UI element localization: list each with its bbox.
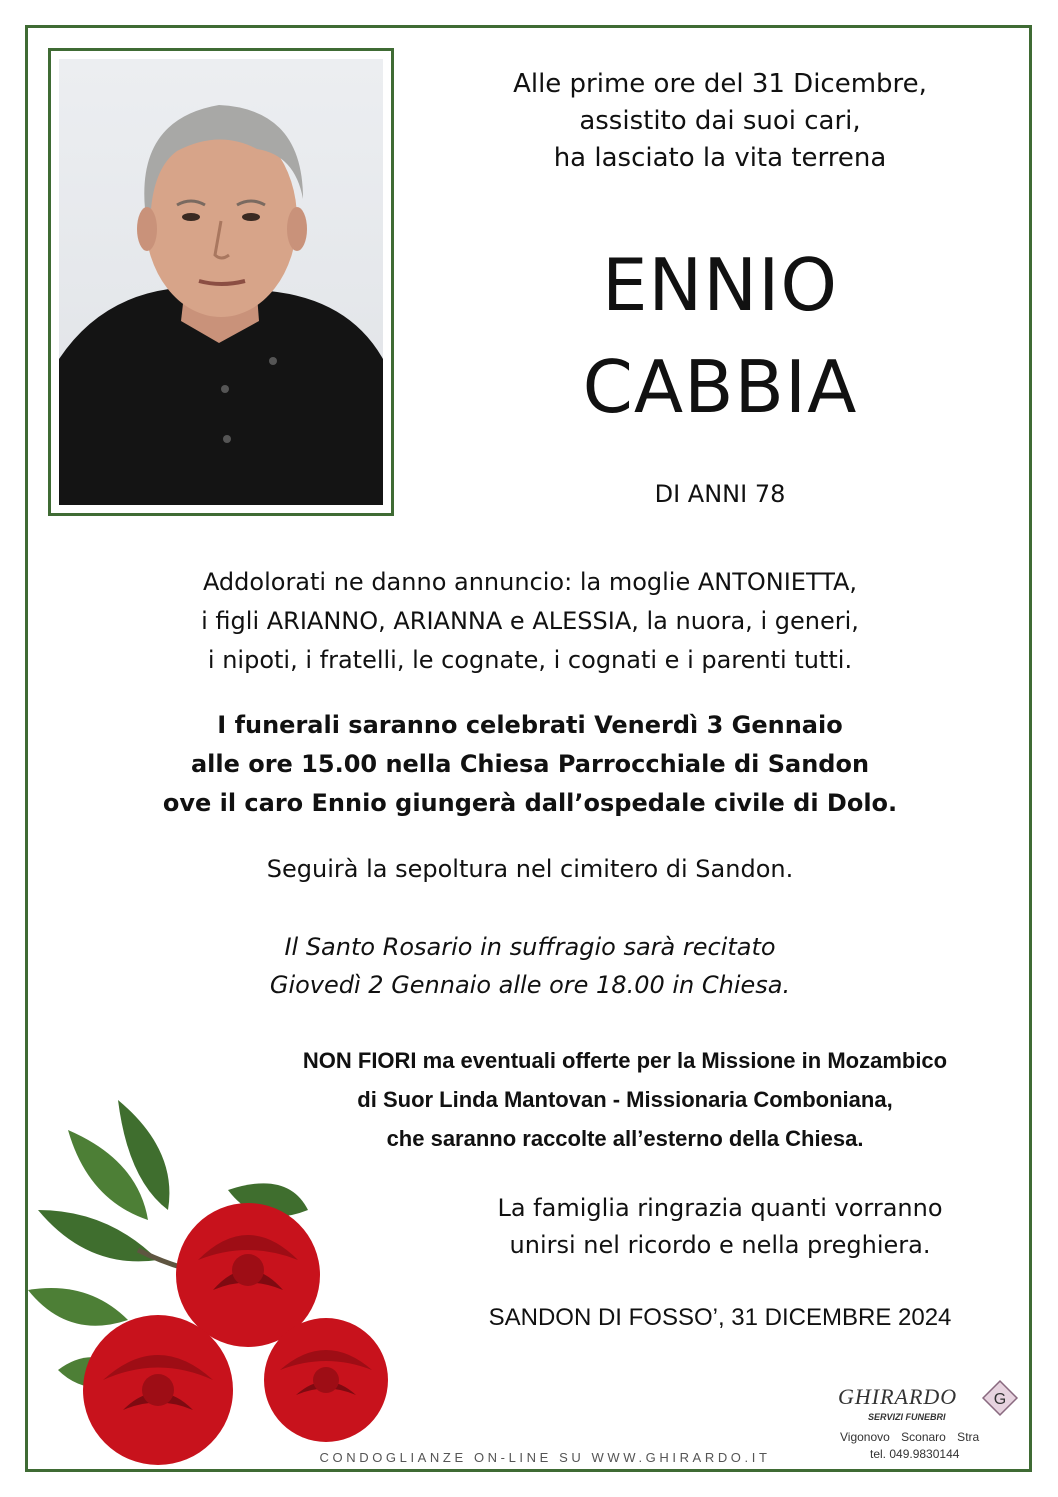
- rosary-line: Il Santo Rosario in suffragio sarà recitato: [284, 933, 776, 961]
- logo-monogram-letter: G: [993, 1391, 1007, 1408]
- deceased-first-name: ENNIO: [601, 243, 839, 327]
- funeral-paragraph: [60, 706, 1000, 823]
- announcement-line: i figli ARIANNO, ARIANNA e ALESSIA, la nuora, i generi,: [201, 607, 859, 635]
- no-flowers-line: che saranno raccolte all’esterno della Chiesa.: [386, 1126, 864, 1151]
- roses-illustration: [28, 1090, 428, 1470]
- online-condolences-note: CONDOGLIANZE ON-LINE SU WWW.GHIRARDO.IT: [319, 1450, 771, 1465]
- burial-paragraph: Seguirà la sepoltura nel cimitero di Sandon.: [266, 855, 794, 883]
- deceased-age: DI ANNI 78: [654, 480, 786, 508]
- place-date: SANDON DI FOSSO’, 31 DICEMBRE 2024: [488, 1304, 952, 1331]
- portrait-illustration: [59, 59, 383, 505]
- funeral-line: ove il caro Ennio giungerà dall’ospedale civile di Dolo.: [162, 789, 898, 817]
- rosary-line: Giovedì 2 Gennaio alle ore 18.00 in Chiesa.: [269, 971, 791, 999]
- logo-phone: tel. 049.9830144: [870, 1447, 960, 1461]
- logo-name: GHIRARDO: [838, 1384, 958, 1409]
- announcement-line: i nipoti, i fratelli, le cognate, i cognati e i parenti tutti.: [207, 646, 853, 674]
- intro-line: Alle prime ore del 31 Dicembre,: [513, 69, 927, 99]
- thanks-paragraph: [440, 1190, 1000, 1264]
- deceased-last-name: CABBIA: [582, 345, 858, 429]
- rosary-paragraph: [60, 928, 1000, 1004]
- funeral-home-logo: [832, 1376, 1022, 1468]
- portrait-photo: [59, 59, 383, 505]
- intro-line: assistito dai suoi cari,: [579, 106, 861, 136]
- intro-line: ha lasciato la vita terrena: [553, 143, 887, 173]
- thanks-line: La famiglia ringrazia quanti vorranno: [497, 1194, 943, 1222]
- intro-text: [440, 66, 1000, 177]
- thanks-line: unirsi nel ricordo e nella preghiera.: [509, 1231, 931, 1259]
- logo-monogram-icon: [980, 1378, 1020, 1418]
- no-flowers-line: NON FIORI ma eventuali offerte per la Missione in Mozambico: [302, 1048, 948, 1073]
- funeral-line: alle ore 15.00 nella Chiesa Parrocchiale di Sandon: [190, 750, 870, 778]
- announcement-line: Addolorati ne danno annuncio: la moglie ANTONIETTA,: [202, 568, 858, 596]
- logo-towns: Vigonovo Sconaro Stra: [840, 1430, 980, 1444]
- portrait-frame: [48, 48, 394, 516]
- no-flowers-line: di Suor Linda Mantovan - Missionaria Comboniana,: [357, 1087, 893, 1112]
- announcement-paragraph: [60, 563, 1000, 680]
- logo-subtitle: SERVIZI FUNEBRI: [868, 1412, 946, 1422]
- funeral-line: I funerali saranno celebrati Venerdì 3 Gennaio: [217, 711, 843, 739]
